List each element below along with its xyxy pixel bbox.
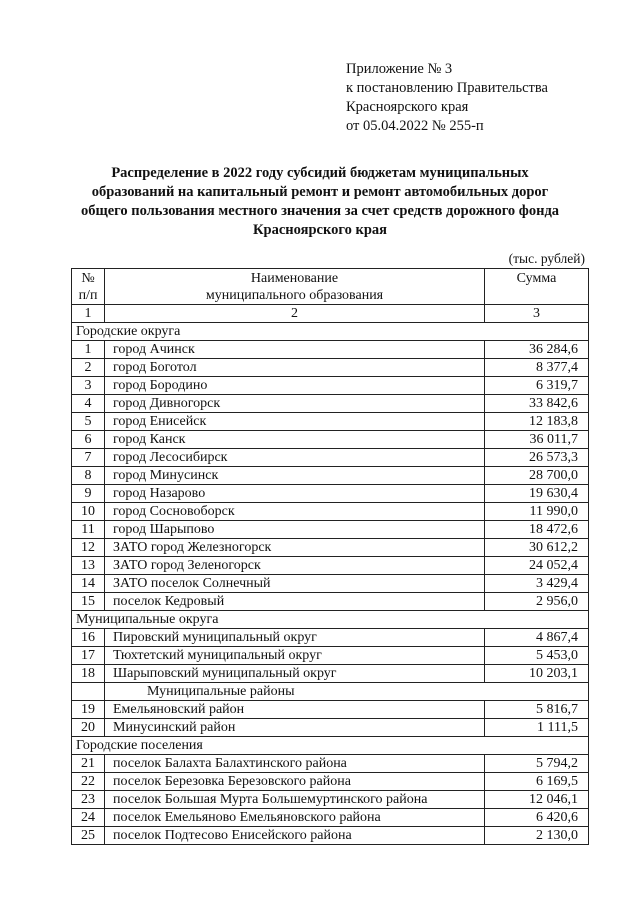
row-sum: 5 794,2 [485, 755, 589, 773]
row-number: 13 [72, 557, 105, 575]
row-sum: 3 429,4 [485, 575, 589, 593]
table-row [72, 503, 589, 521]
table-index-row [72, 305, 589, 323]
row-name: поселок Емельяново Емельяновского района [105, 809, 485, 827]
title-line: общего пользования местного значения за счет средств дорожного фонда [80, 203, 560, 219]
row-name: город Сосновоборск [105, 503, 485, 521]
row-number: 21 [72, 755, 105, 773]
title-line: Распределение в 2022 году субсидий бюджетам муниципальных [111, 165, 529, 181]
row-number: 8 [72, 467, 105, 485]
row-sum: 19 630,4 [485, 485, 589, 503]
appendix-header [346, 60, 548, 136]
row-sum: 2 130,0 [485, 827, 589, 845]
row-name: Минусинский район [105, 719, 485, 737]
table-header-row [72, 269, 589, 305]
row-name: Шарыповский муниципальный округ [105, 665, 485, 683]
row-name: ЗАТО город Железногорск [105, 539, 485, 557]
table-row [72, 629, 589, 647]
row-sum: 24 052,4 [485, 557, 589, 575]
row-number: 20 [72, 719, 105, 737]
row-number: 6 [72, 431, 105, 449]
row-sum: 6 169,5 [485, 773, 589, 791]
row-number: 10 [72, 503, 105, 521]
appendix-date: от 05.04.2022 № 255-п [346, 118, 484, 134]
row-sum: 10 203,1 [485, 665, 589, 683]
row-number: 25 [72, 827, 105, 845]
table-row [72, 773, 589, 791]
header-sum: Сумма [485, 269, 589, 305]
row-name: город Боготол [105, 359, 485, 377]
table-row [72, 719, 589, 737]
row-number: 14 [72, 575, 105, 593]
row-number: 11 [72, 521, 105, 539]
header-number-l2: п/п [78, 288, 98, 303]
group-row [72, 683, 589, 701]
row-sum: 12 183,8 [485, 413, 589, 431]
row-name: город Канск [105, 431, 485, 449]
row-number: 9 [72, 485, 105, 503]
row-number: 12 [72, 539, 105, 557]
row-sum: 28 700,0 [485, 467, 589, 485]
row-number: 4 [72, 395, 105, 413]
title-line: Красноярского края [253, 222, 387, 238]
row-number: 24 [72, 809, 105, 827]
row-name: город Бородино [105, 377, 485, 395]
row-sum: 36 011,7 [485, 431, 589, 449]
row-sum: 8 377,4 [485, 359, 589, 377]
row-number: 18 [72, 665, 105, 683]
appendix-ref: к постановлению Правительства [346, 80, 548, 96]
table-row [72, 791, 589, 809]
table-row [72, 575, 589, 593]
row-sum: 2 956,0 [485, 593, 589, 611]
row-sum: 1 111,5 [485, 719, 589, 737]
row-name: Пировский муниципальный округ [105, 629, 485, 647]
group-row [72, 737, 589, 755]
table-row [72, 431, 589, 449]
row-name: город Шарыпово [105, 521, 485, 539]
row-name: поселок Кедровый [105, 593, 485, 611]
table-row [72, 395, 589, 413]
row-number: 16 [72, 629, 105, 647]
row-number: 7 [72, 449, 105, 467]
row-number: 3 [72, 377, 105, 395]
document-title [60, 164, 580, 240]
header-number [72, 269, 105, 305]
row-sum: 36 284,6 [485, 341, 589, 359]
row-sum: 6 319,7 [485, 377, 589, 395]
row-sum: 30 612,2 [485, 539, 589, 557]
appendix-number: Приложение № 3 [346, 61, 453, 77]
table-row [72, 593, 589, 611]
group-row [72, 611, 589, 629]
table-row [72, 809, 589, 827]
table-row [72, 449, 589, 467]
table-row [72, 557, 589, 575]
row-name: город Минусинск [105, 467, 485, 485]
row-sum: 33 842,6 [485, 395, 589, 413]
row-name: город Енисейск [105, 413, 485, 431]
group-label: Муниципальные районы [105, 683, 589, 701]
table-row [72, 665, 589, 683]
row-number: 2 [72, 359, 105, 377]
row-name: Тюхтетский муниципальный округ [105, 647, 485, 665]
group-label: Городские округа [72, 323, 589, 341]
row-number: 22 [72, 773, 105, 791]
row-number: 17 [72, 647, 105, 665]
group-empty-cell [72, 683, 105, 701]
row-name: ЗАТО поселок Солнечный [105, 575, 485, 593]
table-row [72, 701, 589, 719]
title-line: образований на капитальный ремонт и ремонт автомобильных дорог [91, 184, 549, 200]
group-label: Городские поселения [72, 737, 589, 755]
table-row [72, 485, 589, 503]
row-sum: 5 453,0 [485, 647, 589, 665]
row-name: поселок Подтесово Енисейского района [105, 827, 485, 845]
table-row [72, 467, 589, 485]
table-row [72, 827, 589, 845]
row-name: поселок Балахта Балахтинского района [105, 755, 485, 773]
row-name: поселок Березовка Березовского района [105, 773, 485, 791]
appendix-region: Красноярского края [346, 99, 469, 115]
table-row [72, 359, 589, 377]
row-sum: 4 867,4 [485, 629, 589, 647]
header-name-l2: муниципального образования [205, 288, 384, 303]
row-name: ЗАТО город Зеленогорск [105, 557, 485, 575]
index-cell: 2 [105, 305, 485, 323]
row-name: город Лесосибирск [105, 449, 485, 467]
table-row [72, 341, 589, 359]
row-number: 15 [72, 593, 105, 611]
table-row [72, 647, 589, 665]
table-row [72, 755, 589, 773]
row-sum: 26 573,3 [485, 449, 589, 467]
table-row [72, 539, 589, 557]
subsidy-table [71, 268, 589, 845]
index-cell: 1 [72, 305, 105, 323]
group-label: Муниципальные округа [72, 611, 589, 629]
row-name: поселок Большая Мурта Большемуртинского района [105, 791, 485, 809]
row-number: 19 [72, 701, 105, 719]
row-name: город Ачинск [105, 341, 485, 359]
row-sum: 12 046,1 [485, 791, 589, 809]
row-sum: 11 990,0 [485, 503, 589, 521]
row-name: город Назарово [105, 485, 485, 503]
header-name [105, 269, 485, 305]
row-number: 1 [72, 341, 105, 359]
row-number: 5 [72, 413, 105, 431]
row-sum: 18 472,6 [485, 521, 589, 539]
row-sum: 6 420,6 [485, 809, 589, 827]
row-name: город Дивногорск [105, 395, 485, 413]
index-cell: 3 [485, 305, 589, 323]
row-sum: 5 816,7 [485, 701, 589, 719]
row-number: 23 [72, 791, 105, 809]
header-number-l1: № [81, 271, 95, 286]
table-row [72, 413, 589, 431]
table-row [72, 377, 589, 395]
table-row [72, 521, 589, 539]
row-name: Емельяновский район [105, 701, 485, 719]
group-row [72, 323, 589, 341]
units-label: (тыс. рублей) [508, 251, 585, 266]
header-name-l1: Наименование [250, 271, 339, 286]
